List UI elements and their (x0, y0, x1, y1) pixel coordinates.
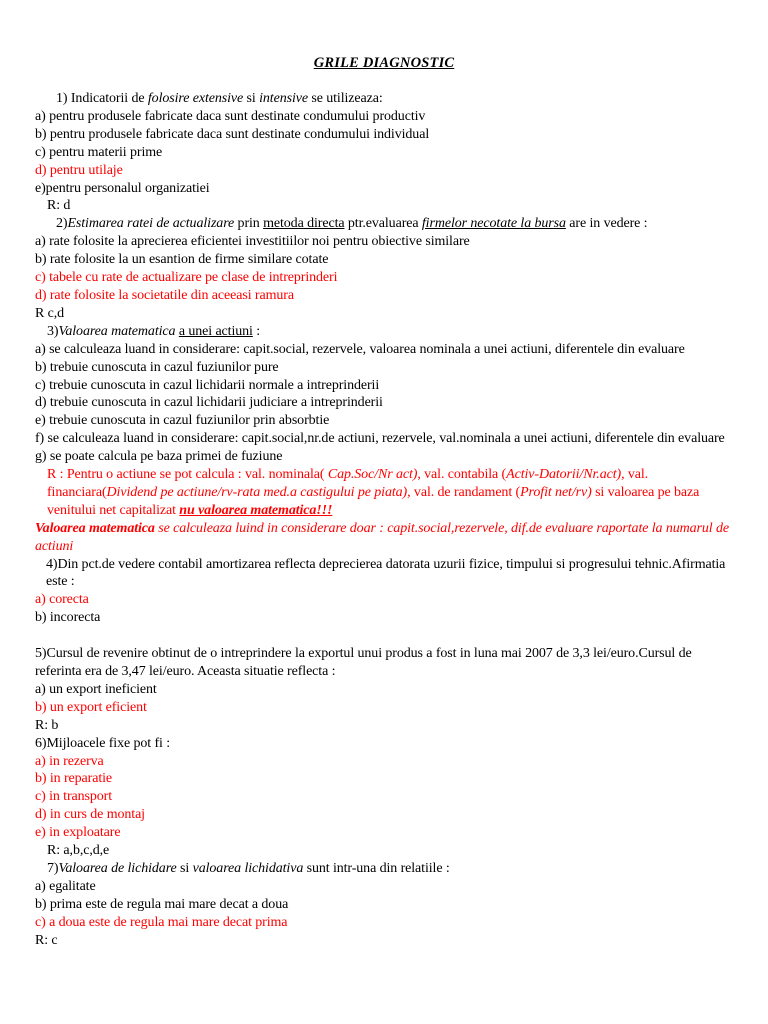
q5-answer: R: b (35, 717, 59, 733)
q3-answer-text-3: , val. financiara( (47, 467, 649, 500)
document-title: GRILE DIAGNOSTIC (313, 55, 455, 71)
q6-option-e: e) in exploatare (35, 825, 121, 841)
q1-option-b: b) pentru produsele fabricate daca sunt destinate condumului individual (35, 126, 430, 142)
question-5: 5)Cursul de revenire obtinut de o intreprindere la exportul unui produs a fost in luna mai 2007 de 3,3 lei/euro.Cursul de referinta era de 3,47 lei/euro. Aceasta situatie reflecta : (35, 646, 692, 679)
question-2-number: 2) (56, 216, 68, 232)
q2-option-b: b) rate folosite la un esantion de firme similare cotate (35, 252, 329, 268)
q6-option-c: c) in transport (35, 789, 113, 805)
spacer (35, 627, 735, 645)
q3-answer-formula-4: Profit net/rv) (520, 484, 592, 500)
question-2-text-end: are in vedere : (565, 216, 648, 232)
q6-option-d: d) in curs de montaj (35, 807, 145, 823)
question-1-text: si (243, 91, 260, 106)
question-1-number: 1) Indicatorii de (56, 91, 148, 106)
question-2-method: metoda directa (263, 216, 345, 232)
question-3-term: Valoarea matematica (58, 323, 176, 339)
q7-option-a: a) egalitate (35, 878, 96, 894)
q3-note-term: Valoarea matematica (35, 520, 155, 536)
q2-option-c: c) tabele cu rate de actualizare pe clase de intreprinderi (35, 270, 338, 286)
question-1-text-end: se utilizeaza: (307, 91, 383, 106)
question-7-text-end: sunt intr-una din relatiile : (303, 860, 450, 876)
q1-option-c: c) pentru materii prime (35, 144, 163, 160)
q3-option-a: a) se calculeaza luand in considerare: capit.social, rezervele, valoarea nominala a unei actiuni, diferentele din evaluare (35, 341, 685, 357)
q1-answer: R: d (47, 198, 71, 214)
question-2-text-2: ptr.evaluarea (344, 216, 422, 232)
q3-answer (35, 466, 735, 520)
question-2-term: Estimarea ratei de actualizare (67, 216, 235, 232)
question-3-text-end: : (252, 323, 261, 339)
q3-option-d: d) trebuie cunoscuta in cazul lichidarii judiciare a intreprinderii (35, 395, 383, 411)
question-1-term-intensive: intensive (259, 91, 308, 106)
q3-option-g: g) se poate calcula pe baza primei de fuziune (35, 449, 283, 465)
q2-option-a: a) rate folosite la aprecierea eficientei investitiilor noi pentru obiective similare (35, 234, 470, 250)
q3-option-c: c) trebuie cunoscuta in cazul lichidarii normale a intreprinderii (35, 377, 380, 393)
q2-answer: R c,d (35, 305, 65, 321)
q6-option-a: a) in rezerva (35, 753, 104, 769)
q1-option-a: a) pentru produsele fabricate daca sunt destinate condumului productiv (35, 108, 426, 124)
q3-answer-formula-1: Cap.Soc/Nr act) (327, 467, 418, 483)
question-7-text: si (176, 860, 193, 876)
q3-option-e: e) trebuie cunoscuta in cazul fuziunilor prin absorbtie (35, 413, 330, 429)
q3-answer-formula-3: Dividend pe actiune/rv-rata med.a castigului pe piata) (106, 484, 408, 500)
q5-option-b: b) un export eficient (35, 699, 147, 715)
q3-answer-text-2: , val. contabila ( (417, 467, 507, 483)
question-4: 4)Din pct.de vedere contabil amortizarea reflecta deprecierea datorata uzurii fizice, timpului si progresului tehnic.Afirmatia este : (46, 556, 726, 590)
q3-note-text: se calculeaza luind in considerare doar : capit.social,rezervele, dif.de evaluare raportate la numarul de actiuni (35, 520, 730, 554)
question-7-term-2: valoarea lichidativa (192, 860, 304, 876)
q3-option-b: b) trebuie cunoscuta in cazul fuziunilor pure (35, 359, 279, 375)
question-1 (35, 90, 735, 108)
question-7 (35, 860, 735, 878)
q7-option-c: c) a doua este de regula mai mare decat prima (35, 914, 288, 930)
q4-option-b: b) incorecta (35, 610, 101, 626)
question-3 (35, 323, 735, 341)
question-7-term-1: Valoarea de lichidare (58, 860, 177, 876)
question-3-number: 3) (47, 323, 59, 339)
q3-note (35, 520, 735, 556)
q3-answer-text-1: R : Pentru o actiune se pot calcula : val. nominala( (47, 467, 328, 483)
question-6: 6)Mijloacele fixe pot fi : (35, 735, 171, 751)
q3-answer-text-4: , val. de randament ( (407, 484, 521, 500)
q4-option-a: a) corecta (35, 592, 89, 608)
q6-option-b: b) in reparatie (35, 771, 113, 787)
q3-answer-text-5: si valoarea pe baza venitului net capitalizat (47, 484, 700, 518)
question-2-text: prin (234, 216, 264, 232)
q6-answer: R: a,b,c,d,e (47, 843, 110, 859)
question-2-firms: firmelor necotate la bursa (421, 216, 566, 232)
q1-option-d: d) pentru utilaje (35, 162, 123, 178)
q7-answer: R: c (35, 932, 58, 948)
question-1-term-extensive: folosire extensive (147, 91, 244, 106)
q7-option-b: b) prima este de regula mai mare decat a doua (35, 896, 289, 912)
q5-option-a: a) un export ineficient (35, 681, 157, 697)
question-7-number: 7) (47, 860, 59, 876)
q1-option-e: e)pentru personalul organizatiei (35, 180, 210, 196)
q3-answer-emphasis: nu valoarea matematica!!! (179, 502, 333, 518)
q3-answer-formula-2: Activ-Datorii/Nr.act) (506, 467, 622, 483)
q2-option-d: d) rate folosite la societatile din aceeasi ramura (35, 287, 294, 303)
question-3-subject: a unei actiuni (178, 323, 253, 339)
q3-option-f: f) se calculeaza luand in considerare: capit.social,nr.de actiuni, rezervele, val.nominala a unei actiuni, diferentele din evaluare (35, 431, 725, 447)
question-2 (35, 215, 735, 233)
document-body (35, 90, 735, 949)
